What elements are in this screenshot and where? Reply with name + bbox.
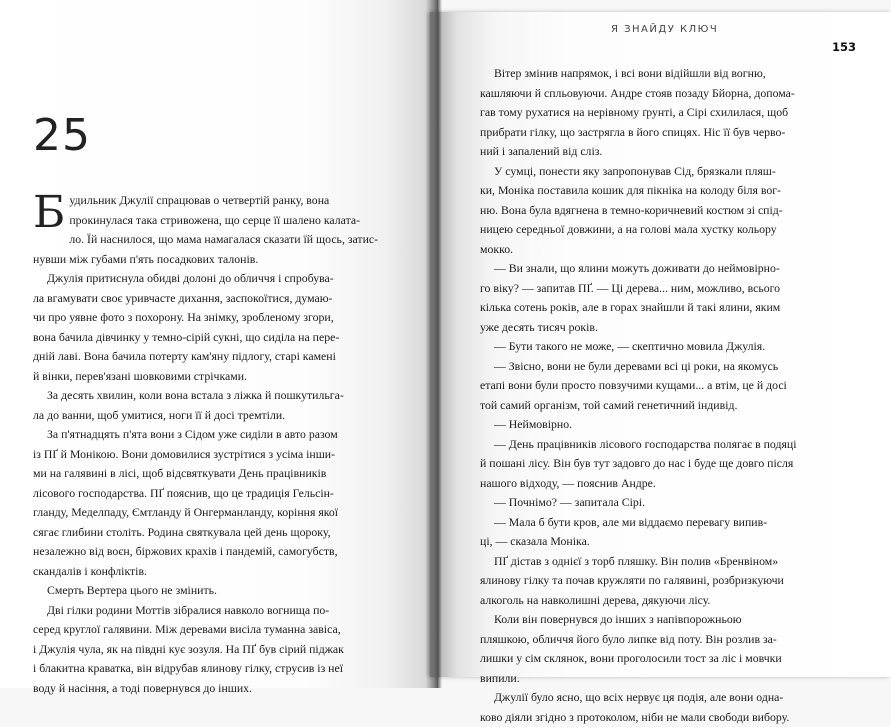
text-line: ню. Вона була вдягнена в темно-коричневий костюм зі спід- — [480, 201, 860, 221]
text-line: воду й насіння, а тоді повернувся до інших. — [33, 679, 399, 699]
text-line: удильник Джулії спрацював о четвертій ранку, вона — [69, 191, 399, 211]
text-line: лісового господарства. ПҐ пояснив, що це традиція Гельсін- — [33, 484, 399, 504]
text-line: Джулії було ясно, що всіх нервує ця подія, але вони одна- — [480, 688, 860, 708]
text-line: лишки у сім склянок, вони проголосили тост за ліс і мовчки — [480, 649, 860, 669]
left-page-text — [33, 191, 399, 698]
text-line: уже десять тисяч років. — [480, 318, 860, 338]
text-line: той самий організм, той самий генетичний індивід. — [480, 396, 860, 416]
running-head: Я ЗНАЙДУ КЛЮЧ — [611, 24, 718, 35]
text-line: пляшкою, обличчя його було липке від поту. Він розлив за- — [480, 630, 860, 650]
text-line: й вінки, перев'язані шовковими стрічками. — [33, 367, 399, 387]
text-line: із ПҐ й Монікою. Вони домовилися зустрітися з усіма інши- — [33, 445, 399, 465]
text-line: ці, — сказала Моніка. — [480, 532, 860, 552]
text-line: алкоголь на навколишні дерева, дякуючи лісу. — [480, 591, 860, 611]
text-line: ялинову гілку та почав кружляти по галявині, розбризкуючи — [480, 571, 860, 591]
text-line: серед круглої галявини. Між деревами висіла туманна завіса, — [33, 620, 399, 640]
text-line: випили. — [480, 669, 860, 689]
text-line: ла до ванни, щоб умитися, ноги її й досі тремтіли. — [33, 406, 399, 426]
text-line: скандалів і конфліктів. — [33, 562, 399, 582]
text-line: і Джулія чула, як на півдні кує зозуля. На ПҐ був сірий піджак — [33, 640, 399, 660]
text-line: ПҐ дістав з однієї з торб пляшку. Він полив «Бренвіном» — [480, 552, 860, 572]
text-line: вона бачила дівчинку у темно-сірій сукні, що сиділа на пере- — [33, 328, 399, 348]
text-line: ла вгамувати своє уривчасте дихання, заспокоїтися, думаю- — [33, 289, 399, 309]
text-line: кашляючи й спльовуючи. Андре стояв позаду Бйорна, допома- — [480, 84, 860, 104]
text-line: прибрати гілку, що застрягла в його спицях. Ніс її був черво- — [480, 123, 860, 143]
text-line: ний і запалений від сліз. — [480, 142, 860, 162]
text-line: незалежно від воєн, біржових крахів і пандемій, самогубств, — [33, 542, 399, 562]
text-line: прокинулася така стривожена, що серце її шалено калата- — [69, 211, 399, 231]
drop-cap: Б — [33, 193, 65, 233]
text-line: — Мала б бути кров, але ми віддаємо перевагу випив- — [480, 513, 860, 533]
page-number: 153 — [832, 40, 856, 54]
text-line: — Ви знали, що ялини можуть доживати до неймовірно- — [480, 259, 860, 279]
text-line: нашого відходу, — пояснив Андре. — [480, 474, 860, 494]
text-line: й пошані лісу. Він був тут задовго до нас і буде ще довго після — [480, 454, 860, 474]
text-line: Джулія притиснула обидві долоні до обличчя і спробува- — [33, 269, 399, 289]
text-line: гав тому рухатися на нерівному ґрунті, а Сірі схилилася, щоб — [480, 103, 860, 123]
right-page-text — [480, 64, 860, 727]
text-line: У сумці, понести яку запропонував Сід, брязкали пляш- — [480, 162, 860, 182]
book-gutter-shadow — [426, 0, 442, 688]
text-line: сягає глибини століть. Родина святкувала цей день щороку, — [33, 523, 399, 543]
text-line: ки, Моніка поставила кошик для пікніка на колоду біля вог- — [480, 181, 860, 201]
text-line: ми на галявині в лісі, щоб відсвяткувати День працівників — [33, 464, 399, 484]
text-line: мокко. — [480, 240, 860, 260]
text-line: — День працівників лісового господарства полягає в подяці — [480, 435, 860, 455]
text-line: кілька сотень років, але в горах знайшли й такі ялини, яким — [480, 298, 860, 318]
text-line: і блакитна краватка, він відрубав ялинову гілку, струсив із неї — [33, 659, 399, 679]
text-line: За п'ятнадцять п'ята вони з Сідом уже сиділи в авто разом — [33, 425, 399, 445]
text-line: етапі вони були просто повзучими кущами... а втім, це й досі — [480, 376, 860, 396]
text-line: — Неймовірно. — [480, 415, 860, 435]
text-line: чи про уявне фото з похорону. На знімку, зробленому згори, — [33, 308, 399, 328]
text-line: ницею середньої довжини, а на голові мала хустку кольору — [480, 220, 860, 240]
text-line: — Звісно, вони не були деревами всі ці роки, на якомусь — [480, 357, 860, 377]
text-line: нувши між губами п'ять посадкових талонів. — [33, 250, 399, 270]
text-line: гланду, Меделпаду, Ємтланду й Онгерманланду, коріння якої — [33, 503, 399, 523]
text-line: Вітер змінив напрямок, і всі вони відійшли від вогню, — [480, 64, 860, 84]
text-line: За десять хвилин, коли вона встала з ліжка й пошкутильга- — [33, 386, 399, 406]
text-line: дній лаві. Вона бачила потерту кам'яну підлогу, старі камені — [33, 347, 399, 367]
text-line: Коли він повернувся до інших з напівпорожньою — [480, 610, 860, 630]
text-line: ково діяли згідно з протоколом, ніби не мали свободи вибору. — [480, 708, 860, 727]
text-line: го віку? — запитав ПҐ. — Ці дерева... ним, можливо, всього — [480, 279, 860, 299]
text-line: Смерть Вертера цього не змінить. — [33, 581, 399, 601]
text-line: ло. Їй наснилося, що мама намагалася сказати їй щось, затис- — [69, 230, 399, 250]
text-line: Дві гілки родини Моттів зібралися навколо вогнища по- — [33, 601, 399, 621]
text-line: — Бути такого не може, — скептично мовила Джулія. — [480, 337, 860, 357]
chapter-number: 25 — [33, 110, 91, 161]
text-line: — Почнімо? — запитала Сірі. — [480, 493, 860, 513]
left-page — [0, 0, 438, 688]
